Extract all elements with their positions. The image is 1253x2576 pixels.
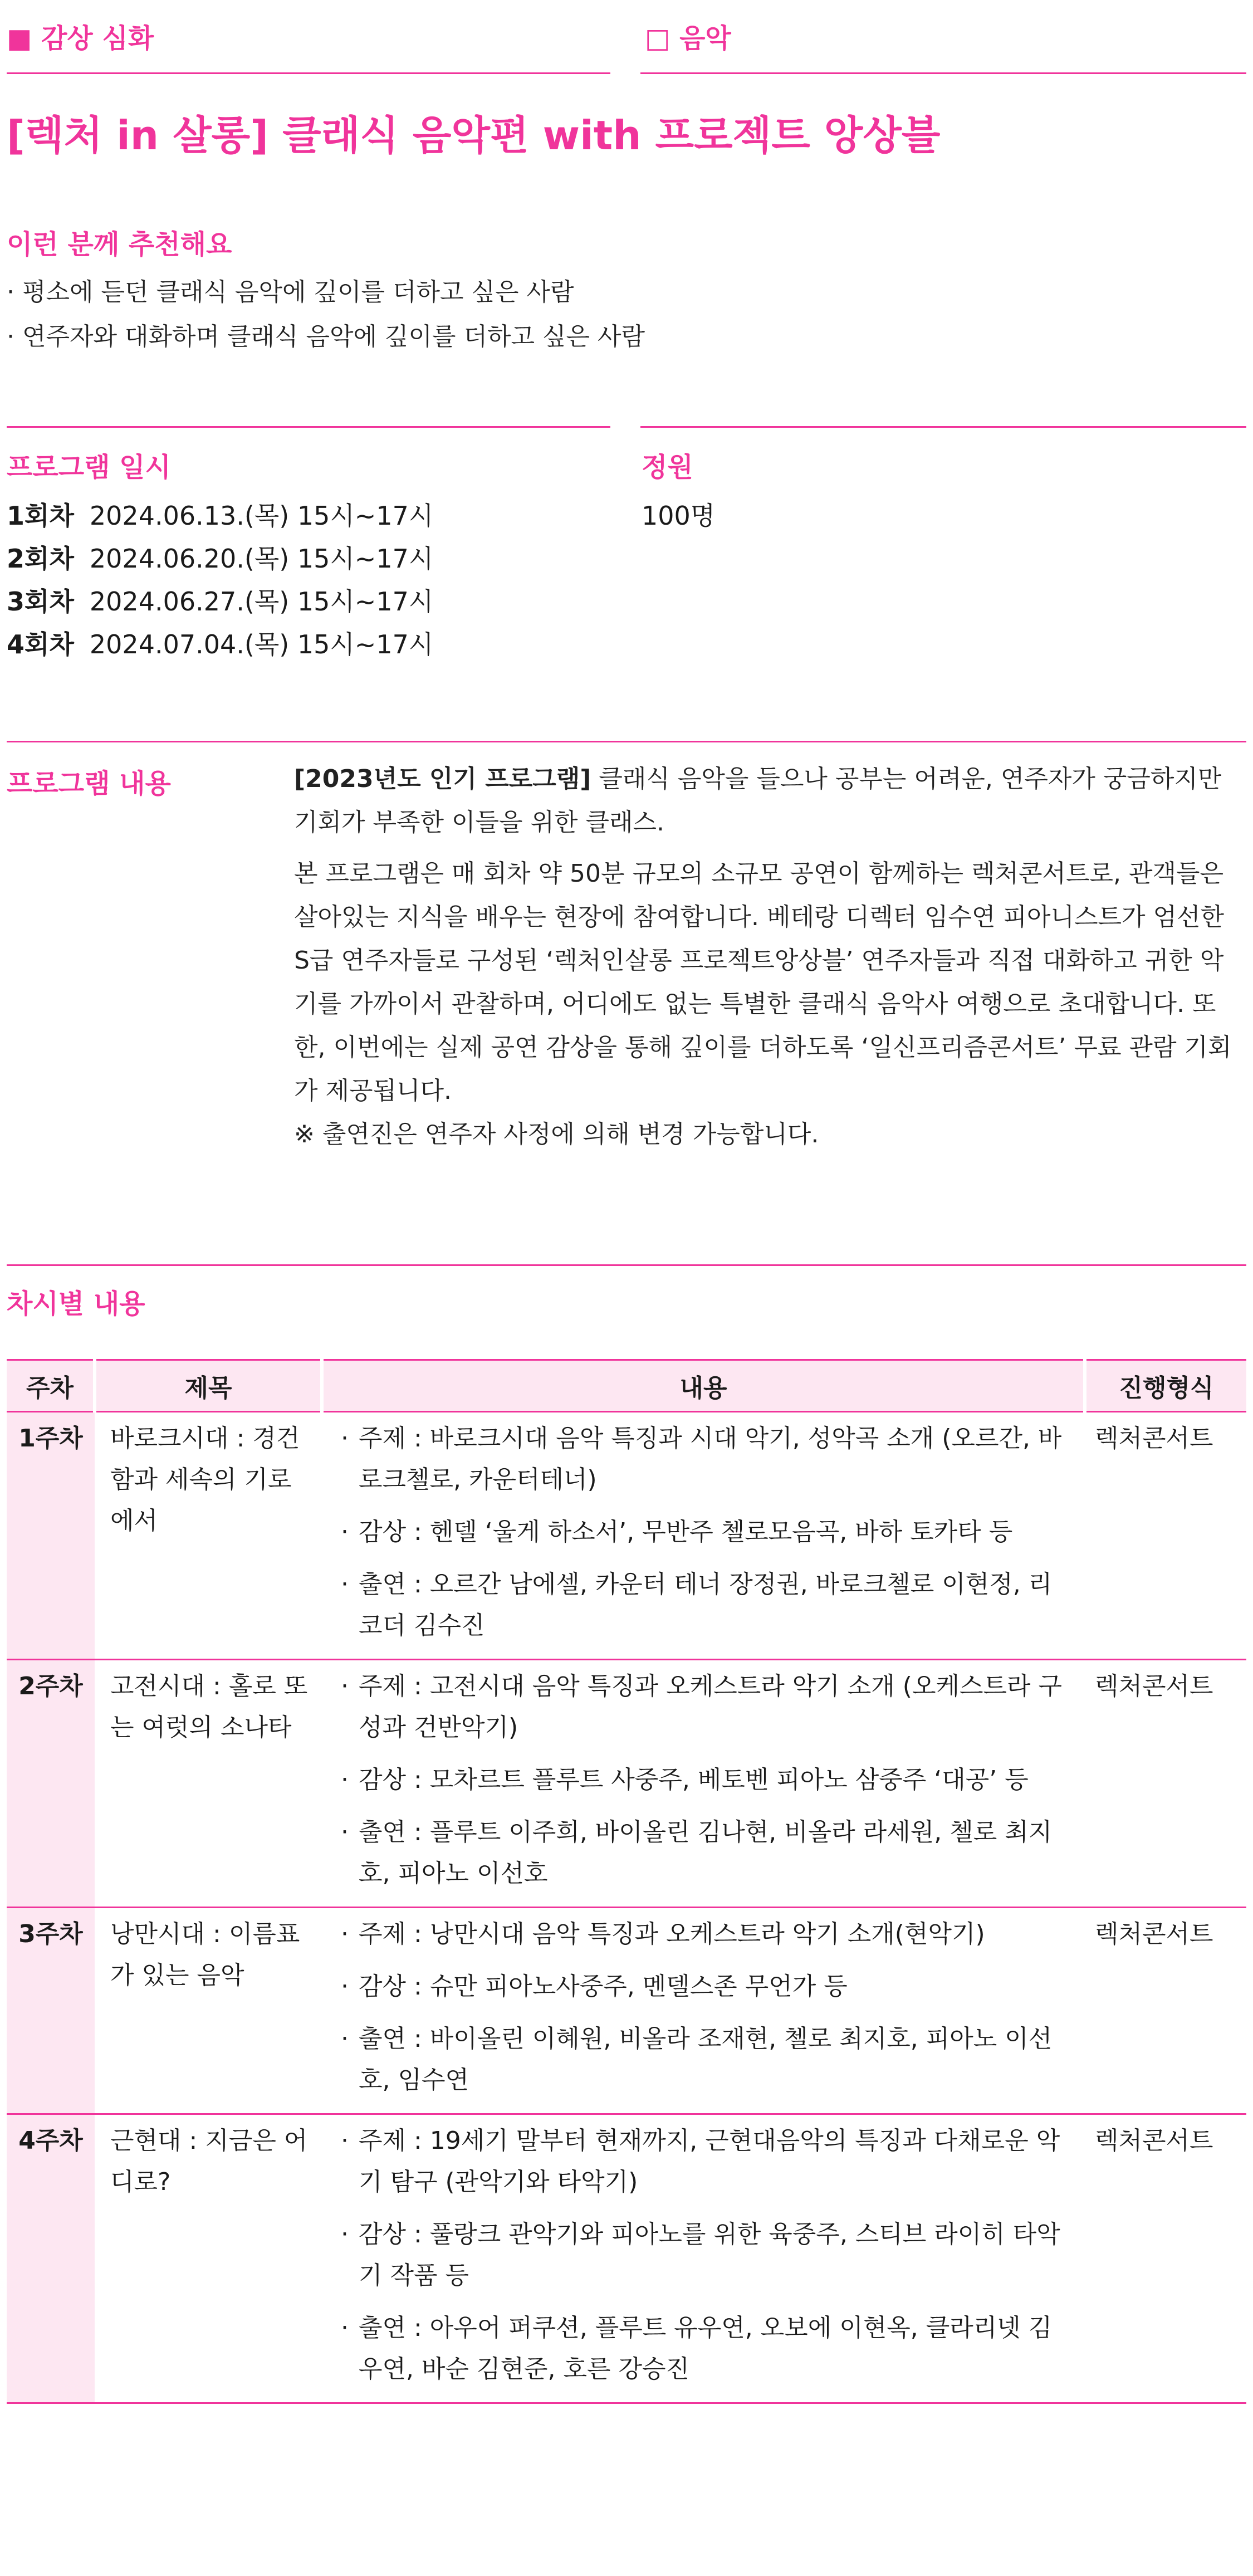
schedule-row bbox=[7, 581, 433, 618]
format-cell: 렉처콘서트 bbox=[1085, 1412, 1246, 1660]
title-cell: 고전시대 : 홀로 또는 여럿의 소나타 bbox=[95, 1660, 322, 1908]
table-header-row bbox=[7, 1360, 1246, 1412]
page-title: [렉처 in 살롱] 클래식 음악편 with 프로젝트 앙상블 bbox=[7, 112, 941, 159]
content-cell bbox=[322, 2114, 1085, 2403]
column-format: 진행형식 bbox=[1085, 1360, 1246, 1412]
schedule-datetime: 2024.06.27.(목) 15시~17시 bbox=[89, 586, 434, 617]
week-cell: 3주차 bbox=[7, 1908, 95, 2114]
content-body bbox=[294, 757, 1241, 1156]
schedule-datetime: 2024.07.04.(목) 15시~17시 bbox=[89, 629, 434, 659]
content-cell bbox=[322, 1908, 1085, 2114]
format-cell: 렉처콘서트 bbox=[1085, 1660, 1246, 1908]
content-lead-text: 클래식 음악을 들으나 공부는 어려운, 연주자가 궁금하지만 기회가 부족한 이들을 위한 클래스. bbox=[294, 765, 1222, 837]
schedule-round: 3회차 bbox=[7, 586, 74, 617]
recommend-item: · 연주자와 대화하며 클래식 음악에 깊이를 더하고 싶은 사람 bbox=[7, 322, 645, 351]
schedule-round: 2회차 bbox=[7, 544, 74, 574]
title-cell: 근현대 : 지금은 어디로? bbox=[95, 2114, 322, 2403]
schedule-datetime: 2024.06.13.(목) 15시~17시 bbox=[89, 501, 434, 531]
session-item: · 주제 : 낭만시대 음악 특징과 오케스트라 악기 소개(현악기) bbox=[339, 1914, 1068, 1955]
schedule-rule bbox=[7, 426, 610, 428]
table-row bbox=[7, 2114, 1246, 2403]
title-cell: 낭만시대 : 이름표가 있는 음악 bbox=[95, 1908, 322, 2114]
column-week: 주차 bbox=[7, 1360, 95, 1412]
session-item: · 출연 : 오르간 남에셀, 카운터 테너 장정권, 바로크첼로 이현정, 리코더 김수진 bbox=[339, 1564, 1068, 1646]
session-item: · 감상 : 슈만 피아노사중주, 멘델스존 무언가 등 bbox=[339, 1966, 1068, 2007]
table-row bbox=[7, 1660, 1246, 1908]
table-row bbox=[7, 1412, 1246, 1660]
schedule-row bbox=[7, 496, 433, 532]
sessions-heading: 차시별 내용 bbox=[7, 1288, 145, 1319]
session-item: · 감상 : 풀랑크 관악기와 피아노를 위한 육중주, 스티브 라이히 타악기 작품 등 bbox=[339, 2214, 1068, 2296]
session-item: · 출연 : 바이올린 이혜원, 비올라 조재현, 첼로 최지호, 피아노 이선호, 임수연 bbox=[339, 2018, 1068, 2101]
capacity-value: 100명 bbox=[642, 501, 716, 531]
content-cell bbox=[322, 1412, 1085, 1660]
session-item: · 주제 : 바로크시대 음악 특징과 시대 악기, 성악곡 소개 (오르간, 바로크첼로, 카운터테너) bbox=[339, 1418, 1068, 1500]
column-content: 내용 bbox=[322, 1360, 1085, 1412]
week-cell: 4주차 bbox=[7, 2114, 95, 2403]
schedule-datetime: 2024.06.20.(목) 15시~17시 bbox=[89, 544, 434, 574]
week-cell: 1주차 bbox=[7, 1412, 95, 1660]
title-cell: 바로크시대 : 경건함과 세속의 기로에서 bbox=[95, 1412, 322, 1660]
session-item: · 출연 : 아우어 퍼쿠션, 플루트 유우연, 오보에 이현옥, 클라리넷 김우연, 바순 김현준, 호른 강승진 bbox=[339, 2308, 1068, 2390]
capacity-rule bbox=[640, 426, 1246, 428]
recommend-item: · 평소에 듣던 클래식 음악에 깊이를 더하고 싶은 사람 bbox=[7, 278, 574, 306]
content-cell bbox=[322, 1660, 1085, 1908]
sessions-rule bbox=[7, 1264, 1246, 1266]
format-cell: 렉처콘서트 bbox=[1085, 1908, 1246, 2114]
content-paragraph: 본 프로그램은 매 회차 약 50분 규모의 소규모 공연이 함께하는 렉처콘서트로, 관객들은 살아있는 지식을 배우는 현장에 참여합니다. 베테랑 디렉터 임수연 피아니스트가 엄선한 S급 연주자들로 구성된 ‘렉처인살롱 프로젝트앙상블’ 연주자들과 직접 대화하고 귀한 악기를 가까이서 관찰하며, 어디에도 없는 특별한 클래식 음악사 여행으로 초대합니다. 또한, 이번에는 실제 공연 감상을 통해 깊이를 더하도록 ‘일신프리즘콘서트’ 무료 관람 기회가 제공됩니다. bbox=[294, 859, 1232, 1105]
session-item: · 출연 : 플루트 이주희, 바이올린 김나현, 비올라 라세원, 첼로 최지호, 피아노 이선호 bbox=[339, 1812, 1068, 1894]
session-item: · 감상 : 헨델 ‘울게 하소서’, 무반주 첼로모음곡, 바하 토카타 등 bbox=[339, 1512, 1068, 1553]
content-heading: 프로그램 내용 bbox=[7, 768, 171, 799]
format-cell: 렉처콘서트 bbox=[1085, 2114, 1246, 2403]
content-lead bbox=[294, 757, 1241, 844]
column-title: 제목 bbox=[95, 1360, 322, 1412]
schedule-heading: 프로그램 일시 bbox=[7, 452, 171, 483]
category-right: □ 음악 bbox=[645, 23, 731, 54]
schedule-round: 4회차 bbox=[7, 629, 74, 659]
category-left: ■ 감상 심화 bbox=[7, 23, 154, 54]
table-row bbox=[7, 1908, 1246, 2114]
content-lead-bold: [2023년도 인기 프로그램] bbox=[294, 765, 591, 793]
content-rule bbox=[7, 741, 1246, 742]
content-note: ※ 출연진은 연주자 사정에 의해 변경 가능합니다. bbox=[294, 1120, 819, 1148]
recommend-heading: 이런 분께 추천해요 bbox=[7, 229, 232, 260]
schedule-round: 1회차 bbox=[7, 501, 74, 531]
capacity-heading: 정원 bbox=[642, 452, 693, 483]
category-right-rule bbox=[640, 72, 1246, 74]
sessions-table bbox=[7, 1359, 1246, 2404]
session-item: · 감상 : 모차르트 플루트 사중주, 베토벤 피아노 삼중주 ‘대공’ 등 bbox=[339, 1759, 1068, 1801]
schedule-row bbox=[7, 539, 433, 575]
session-item: · 주제 : 19세기 말부터 현재까지, 근현대음악의 특징과 다채로운 악기 탐구 (관악기와 타악기) bbox=[339, 2120, 1068, 2203]
schedule-row bbox=[7, 624, 433, 661]
week-cell: 2주차 bbox=[7, 1660, 95, 1908]
session-item: · 주제 : 고전시대 음악 특징과 오케스트라 악기 소개 (오케스트라 구성과 건반악기) bbox=[339, 1666, 1068, 1748]
category-left-rule bbox=[7, 72, 610, 74]
